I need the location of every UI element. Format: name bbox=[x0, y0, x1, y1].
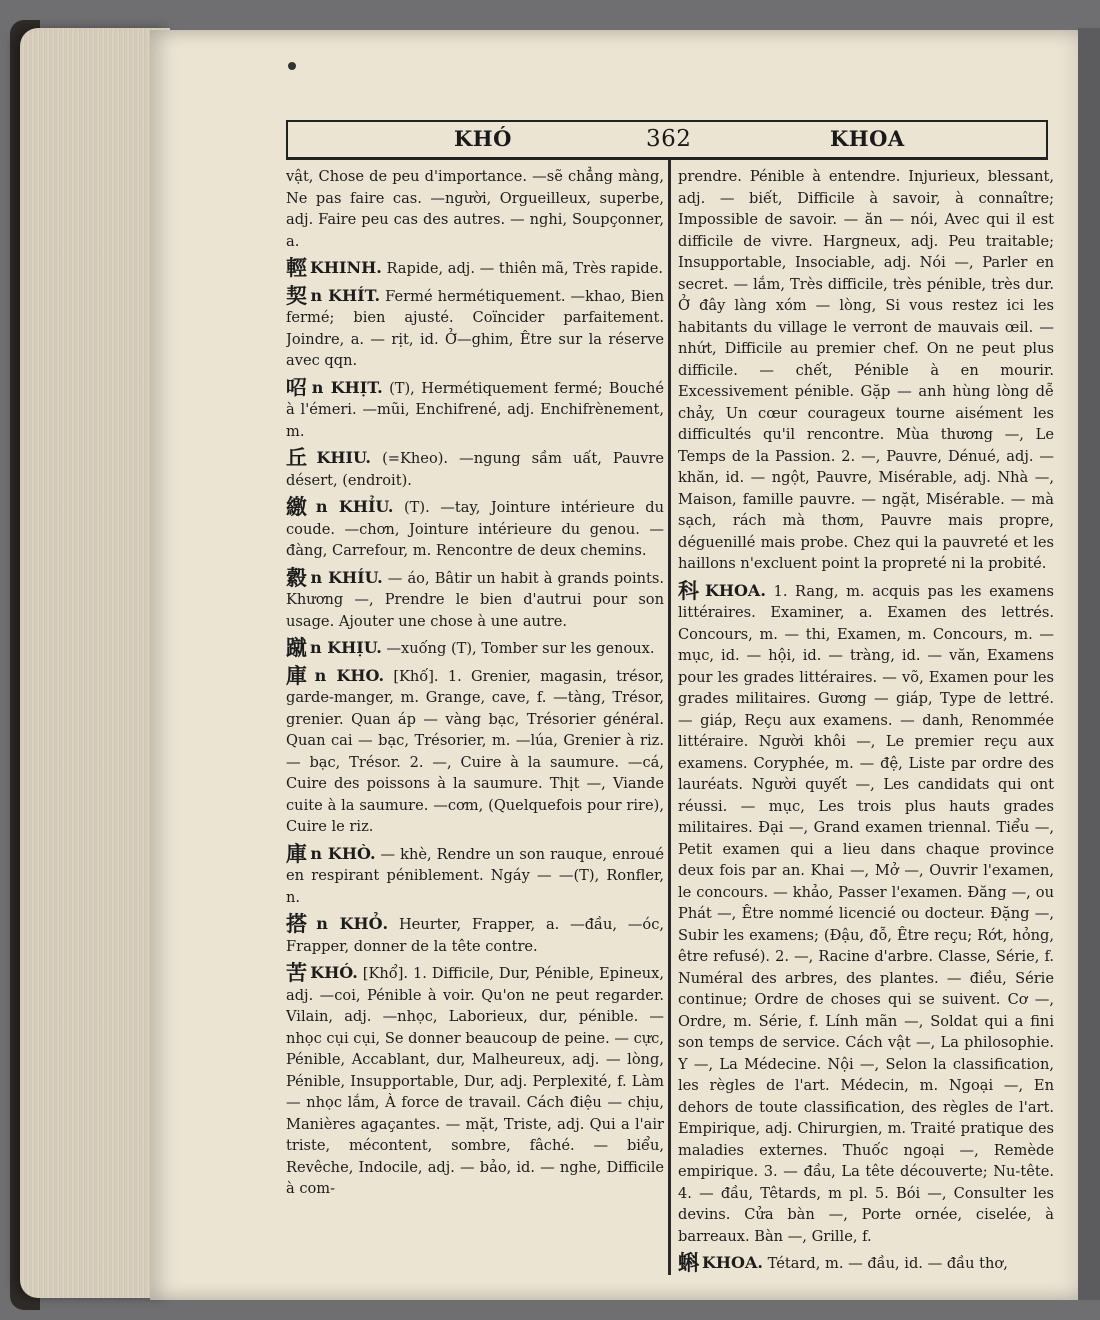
dictionary-entry bbox=[286, 496, 664, 562]
entry-definition: — áo, Bâtir un habit à grands points. Khương —, Prendre le bien d'autrui pour son usage. Ajouter une chose à une autre. bbox=[286, 569, 664, 630]
chinese-character: 契 bbox=[286, 282, 308, 308]
chinese-character: 繳 bbox=[286, 494, 313, 519]
header-right-word: KHOA bbox=[830, 126, 905, 151]
entry-headword: KHINH. bbox=[310, 258, 382, 277]
chinese-character: 蝌 bbox=[678, 1250, 699, 1275]
entry-headword: n KHÍT. bbox=[310, 285, 381, 305]
entry-headword: KHOA. bbox=[702, 1253, 763, 1272]
entry-headword: n KHỎ. bbox=[316, 914, 389, 933]
chinese-character: 苦 bbox=[286, 960, 308, 985]
entry-headword: n KHỊT. bbox=[311, 377, 383, 397]
entry-headword: KHÓ. bbox=[310, 963, 358, 982]
entry-definition: (T), Hermétiquement fermé; Bouché à l'émeri. —mũi, Enchifrené, adj. Enchifrènement, m. bbox=[286, 379, 664, 440]
chinese-character: 輕 bbox=[286, 255, 307, 280]
dictionary-entry bbox=[286, 447, 664, 491]
dictionary-entry bbox=[286, 637, 664, 660]
entry-definition: (T). —tay, Jointure intérieure du coude. —chơn, Jointure intérieure du genou. —đàng, Carrefour, m. Rencontre de deux chemins. bbox=[286, 499, 664, 559]
entry-headword: n KHỊU. bbox=[310, 638, 382, 657]
column-divider bbox=[668, 160, 671, 1275]
page-number: 362 bbox=[646, 126, 692, 152]
entry-definition: Rapide, adj. — thiên mã, Très rapide. bbox=[386, 260, 664, 277]
left-column bbox=[286, 166, 664, 1278]
page-stack-edge bbox=[20, 28, 170, 1298]
entry-headword: n KHỈU. bbox=[315, 497, 394, 516]
right-column bbox=[678, 166, 1054, 1278]
dictionary-entry bbox=[286, 282, 664, 372]
chinese-character: 庫 bbox=[286, 662, 312, 688]
dictionary-entry bbox=[286, 913, 664, 957]
entry-definition: (=Kheo). —ngung sầm uất, Pauvre désert, (endroit). bbox=[286, 450, 664, 489]
entry-headword: n KHO. bbox=[314, 665, 385, 685]
right-margin-shadow bbox=[1078, 28, 1100, 1300]
entry-definition: [Khổ]. 1. Difficile, Dur, Pénible, Epineux, adj. —coi, Pénible à voir. Qu'on ne peut regarder. Vilain, adj. —nhọc, Laborieux, dur, pénible. — nhọc cụi cụi, Se donner beaucoup de peine. — cực, Pénible, Accablant, dur, Malheureux, adj. — lòng, Pénible, Insupportable, Dur, adj. Perplexité, f. Làm — nhọc lắm, À force de travail. Cách điệu — chịu, Manières agaçantes. — mặt, Triste, adj. Qui a l'air triste, mécontent, sombre, fâché. — biểu, Revêche, Indocile, adj. — bảo, id. — nghe, Difficile à com- bbox=[286, 965, 664, 1197]
entry-definition: 1. Rang, m. acquis pas les examens littéraires. Examiner, a. Examen des lettrés. Concours, m. — thi, Examen, m. Concours, m. — mục, id. — hội, id. — tràng, id. — văn, Examens pour les grades littéraires. — võ, Examen pour les grades militaires. Gương — giáp, Type de lettré. — giáp, Reçu aux examens. — danh, Renommée littéraire. Người khôi —, Le premier reçu aux examens. Coryphée, m. — đệ, Liste par ordre des lauréats. Người quyết —, Les candidats qui ont réussi. — mục, Les trois plus hauts grades militaires. Đại —, Grand examen triennal. Tiểu —, Petit examen qui a lieu dans chaque province deux fois par an. Khai —, Mở —, Ouvrir l'examen, le concours. — khảo, Passer l'examen. Đăng —, ou Phát —, Être nommé licencié ou docteur. Đặng —, Subir les examens; (Đậu, đỗ, Être reçu; Rớt, hỏng, être refusé). 2. —, Racine d'arbre. Classe, Série, f. Numéral des arbres, des plantes. — điều, Série continue; Ordre de choses qui se suivent. Cơ —, Ordre, m. Série, f. Lính mãn —, Soldat qui a fini son temps de service. Cách vật —, La philosophie. Y —, La Médecine. Nội —, Selon la classification, les règles de l'art. Médecin, m. Ngoại —, En dehors de toute classification, des règles de l'art. Empirique, adj. Chirurgien, m. Traité pratique des maladies externes. Thuốc ngoại —, Remède empirique. 3. — đầu, La tête découverte; Nu-tête. 4. — đầu, Têtards, m pl. 5. Bói —, Consulter les devins. Cửa bàn —, Porte ornée, ciselée, à barreaux. Bàn —, Grille, f. bbox=[678, 582, 1054, 1245]
dictionary-entry bbox=[678, 1252, 1054, 1275]
entry-definition: Heurter, Frapper, a. —đầu, —óc, Frapper, donner de la tête contre. bbox=[286, 916, 664, 955]
entry-headword: KHIU. bbox=[316, 448, 371, 467]
entry-definition: [Khố]. 1. Grenier, magasin, trésor, garde-manger, m. Grange, cave, f. —tàng, Trésor, grenier. Quan áp — vàng bạc, Trésorier général. Quan cai — bạc, Trésorier, m. —lúa, Grenier à riz. — bạc, Trésor. 2. —, Cuire à la saumure. —cá, Cuire des poissons à la saumure. Thịt —, Viande cuite à la saumure. —cơm, (Quelquefois pour rire), Cuire le riz. bbox=[286, 667, 664, 835]
dictionary-entry bbox=[286, 840, 664, 909]
entry-headword: KHOA. bbox=[704, 580, 766, 600]
dictionary-entry bbox=[678, 577, 1054, 1248]
header-left-word: KHÓ bbox=[454, 126, 512, 151]
dictionary-entry bbox=[286, 962, 664, 1200]
column-continuation: prendre. Pénible à entendre. Injurieux, blessant, adj. — biết, Difficile à savoir, à connaître; Impossible de savoir. — ăn — nói, Avec qui il est difficile de vivre. Hargneux, adj. Peu traitable; Insupportable, Insociable, adj. Nói —, Parler en secret. — lắm, Très difficile, très pénible, très dur. Ở đây làng xóm — lòng, Si vous restez ici les habitants du village le verront de mauvais œil. — nhứt, Difficile au premier chef. On ne peut plus difficile. — chết, Pénible à en mourir. Excessivement pénible. Gặp — anh hùng lòng dễ chảy, Un cœur courageux tourne aisément les difficultés qu'il rencontre. Mùa thương —, Le Temps de la Passion. 2. —, Pauvre, Dénué, adj. — khăn, id. — ngột, Pauvre, Misérable, adj. Nhà —, Maison, famille pauvre. — ngặt, Misérable. — mà sạch, rách mà thơm, Pauvre mais propre, déguenillé mais probe. Chez qui la pauvreté et les haillons n'excluent point la propreté ni la probité. bbox=[678, 168, 1054, 572]
ink-spot bbox=[288, 62, 296, 70]
dictionary-entry bbox=[286, 564, 664, 633]
entry-definition: Fermé hermétiquement. —khao, Bien fermé; bien ajusté. Coïncider parfaitement. Joindre, a. — rịt, id. Ở—ghim, Être sur la réserve avec qqn. bbox=[286, 287, 664, 369]
dictionary-entry bbox=[286, 662, 664, 838]
entry-definition: — khè, Rendre un son rauque, enroué en respirant péniblement. Ngáy — —(T), Ronfler, n. bbox=[286, 845, 664, 906]
dictionary-entry bbox=[286, 374, 664, 443]
chinese-character: 丘 bbox=[286, 445, 314, 470]
chinese-character: 縠 bbox=[286, 564, 308, 590]
chinese-character: 𠰉 bbox=[286, 374, 309, 400]
chinese-character: 搭 bbox=[286, 911, 314, 936]
dictionary-entry bbox=[286, 257, 664, 280]
chinese-character: 科 bbox=[678, 577, 702, 603]
entry-headword: n KHÍU. bbox=[310, 567, 383, 587]
entry-headword: n KHÒ. bbox=[310, 843, 376, 863]
chinese-character: 庫 bbox=[286, 840, 308, 866]
entry-definition: —xuống (T), Tomber sur les genoux. bbox=[386, 640, 655, 657]
column-continuation: vật, Chose de peu d'importance. —sẽ chẳng màng, Ne pas faire cas. —người, Orgueilleux, superbe, adj. Faire peu cas des autres. — nghi, Soupçonner, a. bbox=[286, 168, 664, 250]
chinese-character: 蹴 bbox=[286, 635, 307, 660]
entry-definition: Tétard, m. — đầu, id. — đầu thơ, bbox=[767, 1255, 1008, 1272]
